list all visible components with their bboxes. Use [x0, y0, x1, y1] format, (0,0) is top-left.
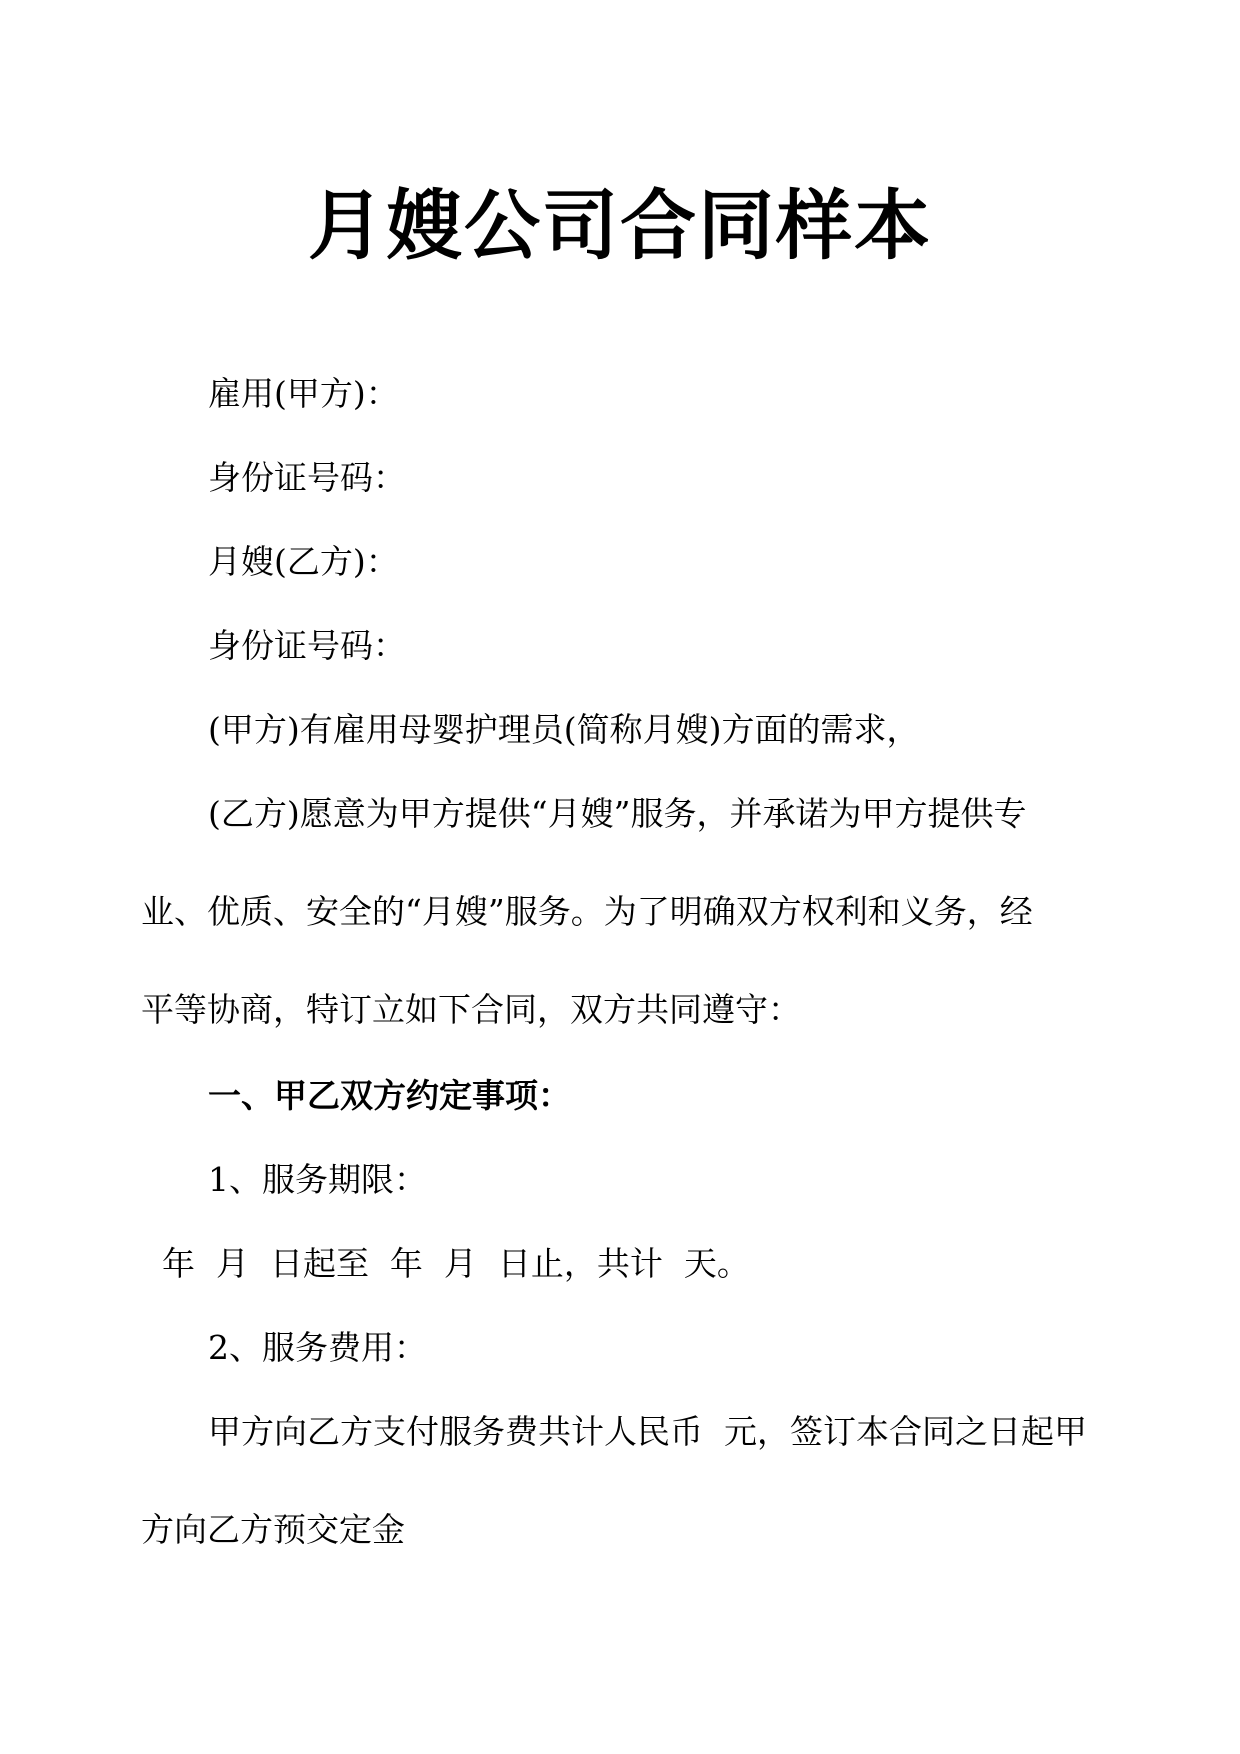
paragraph-line: 业、优质、安全的“月嫂”服务。为了明确双方权利和义务，经: [141, 892, 1033, 931]
paragraph-line: (甲方)有雇用母婴护理员(简称月嫂)方面的需求，: [208, 710, 920, 749]
service-period-line: 年 月 日起至 年 月 日止，共计 天。: [141, 1244, 750, 1283]
nanny-field: 月嫂(乙方)：: [208, 542, 399, 581]
clause-heading: 2、服务费用：: [208, 1328, 427, 1367]
paragraph-line: 平等协商，特订立如下合同，双方共同遵守：: [141, 990, 801, 1029]
nanny-id-field: 身份证号码：: [208, 626, 406, 665]
paragraph-line: 方向乙方预交定金: [141, 1510, 405, 1549]
section-heading: 一、甲乙双方约定事项：: [208, 1076, 571, 1115]
employer-id-field: 身份证号码：: [208, 458, 406, 497]
clause-heading: 1、服务期限：: [208, 1160, 427, 1199]
document-title: 月嫂公司合同样本: [308, 181, 932, 270]
paragraph-line: 甲方向乙方支付服务费共计人民币 元，签订本合同之日起甲: [208, 1412, 1087, 1451]
paragraph-line: (乙方)愿意为甲方提供“月嫂”服务，并承诺为甲方提供专: [208, 794, 1027, 833]
employer-field: 雇用(甲方)：: [208, 374, 399, 413]
